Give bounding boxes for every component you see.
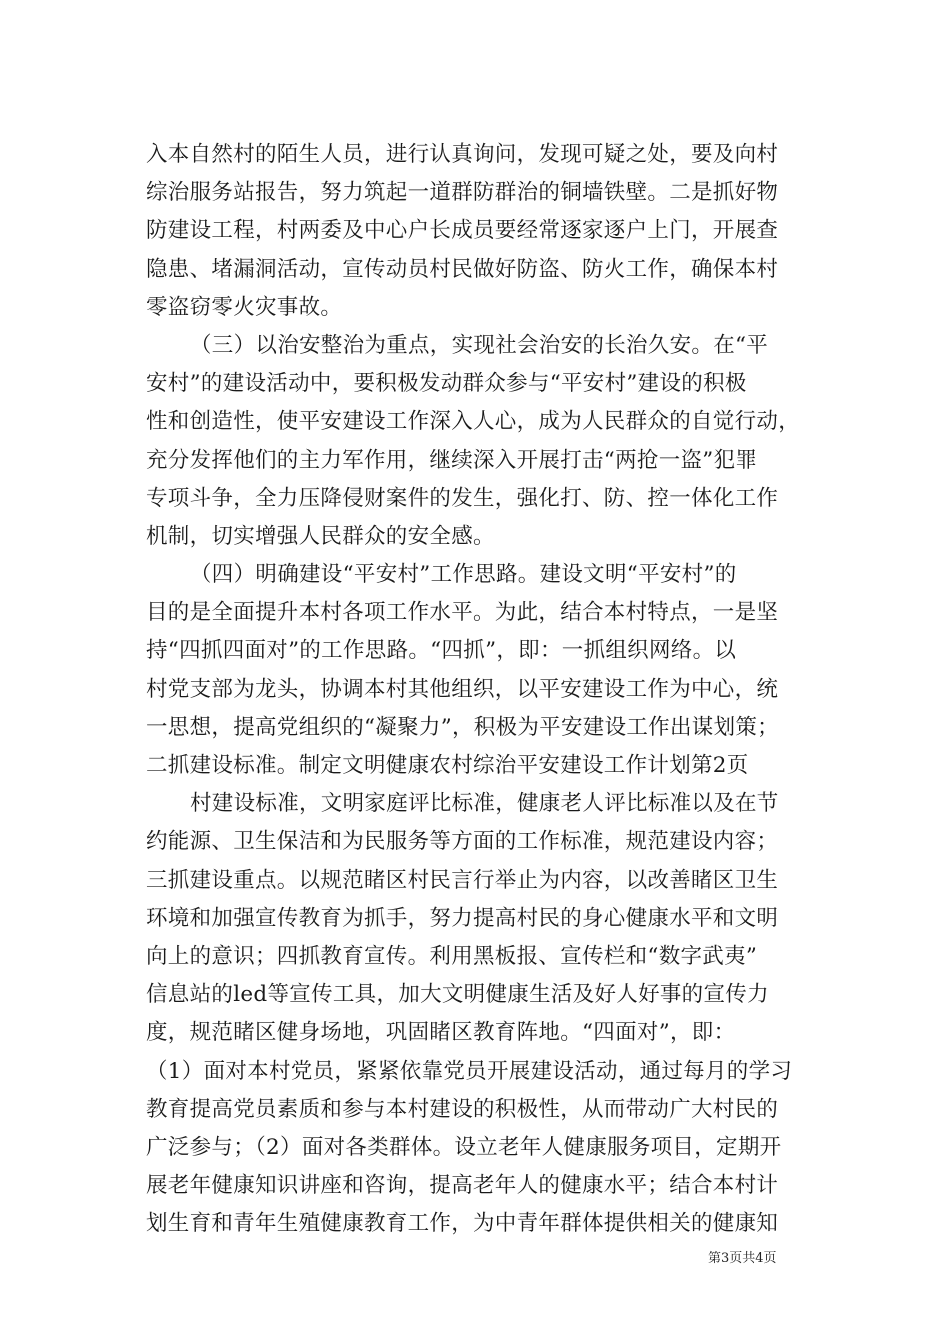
text-line: 教育提高党员素质和参与本村建设的积极性，从而带动广大村民的 — [146, 1096, 779, 1122]
paragraph-start-line: 村建设标准，文明家庭评比标准，健康老人评比标准以及在节 — [190, 791, 779, 817]
text-line: 广泛参与；（2）面对各类群体。设立老年人健康服务项目，定期开 — [146, 1134, 782, 1160]
text-line: 向上的意识；四抓教育宣传。利用黑板报、宣传栏和“数字武夷” — [146, 943, 758, 969]
text-line: 一思想，提高党组织的“凝聚力”，积极为平安建设工作出谋划策； — [146, 714, 779, 740]
text-line: 约能源、卫生保洁和为民服务等方面的工作标准，规范建设内容； — [146, 829, 779, 855]
text-line: 展老年健康知识讲座和咨询，提高老年人的健康水平；结合本村计 — [146, 1173, 779, 1199]
text-line: 专项斗争，全力压降侵财案件的发生，强化打、防、控一体化工作 — [146, 485, 779, 511]
text-line: 零盗窃零火灾事故。 — [146, 294, 343, 320]
document-body — [146, 136, 806, 1243]
text-line: 二抓建设标准。制定文明健康农村综治平安建设工作计划第2页 — [146, 753, 749, 778]
text-line: 划生育和青年生殖健康教育工作，为中青年群体提供相关的健康知 — [146, 1211, 779, 1237]
text-line: 入本自然村的陌生人员，进行认真询问，发现可疑之处，要及向村 — [146, 142, 779, 167]
text-line: 目的是全面提升本村各项工作水平。为此，结合本村特点，一是坚 — [146, 600, 779, 626]
paragraph-start-line: （四）明确建设“平安村”工作思路。建设文明“平安村”的 — [190, 562, 737, 588]
text-line: 综治服务站报告，努力筑起一道群防群治的铜墙铁壁。二是抓好物 — [146, 180, 779, 206]
text-line: 安村”的建设活动中，要积极发动群众参与“平安村”建设的积极 — [146, 371, 747, 397]
page-number: 第3页共4页 — [708, 1251, 777, 1266]
text-line: 信息站的led等宣传工具，加大文明健康生活及好人好事的宣传力 — [146, 982, 769, 1008]
text-line: 隐患、堵漏洞活动，宣传动员村民做好防盗、防火工作，确保本村 — [146, 256, 779, 282]
text-line: 持“四抓四面对”的工作思路。“四抓”，即：一抓组织网络。以 — [146, 638, 737, 664]
text-line: 防建设工程，村两委及中心户长成员要经常逐家逐户上门，开展查 — [146, 218, 779, 244]
text-line: 性和创造性，使平安建设工作深入人心，成为人民群众的自觉行动， — [146, 409, 801, 435]
text-line: 机制，切实增强人民群众的安全感。 — [146, 523, 495, 549]
text-line: 三抓建设重点。以规范睹区村民言行举止为内容，以改善睹区卫生 — [146, 867, 779, 893]
text-line: 村党支部为龙头，协调本村其他组织，以平安建设工作为中心，统 — [146, 676, 779, 702]
text-line: （1）面对本村党员，紧紧依靠党员开展建设活动，通过每月的学习 — [146, 1058, 793, 1084]
text-line: 充分发挥他们的主力军作用，继续深入开展打击“两抢一盗”犯罪 — [146, 447, 758, 473]
text-line: 环境和加强宣传教育为抓手，努力提高村民的身心健康水平和文明 — [146, 905, 779, 931]
paragraph-start-line: （三）以治安整治为重点，实现社会治安的长治久安。在“平 — [190, 332, 769, 358]
text-line: 度，规范睹区健身场地，巩固睹区教育阵地。“四面对”，即： — [146, 1020, 736, 1046]
